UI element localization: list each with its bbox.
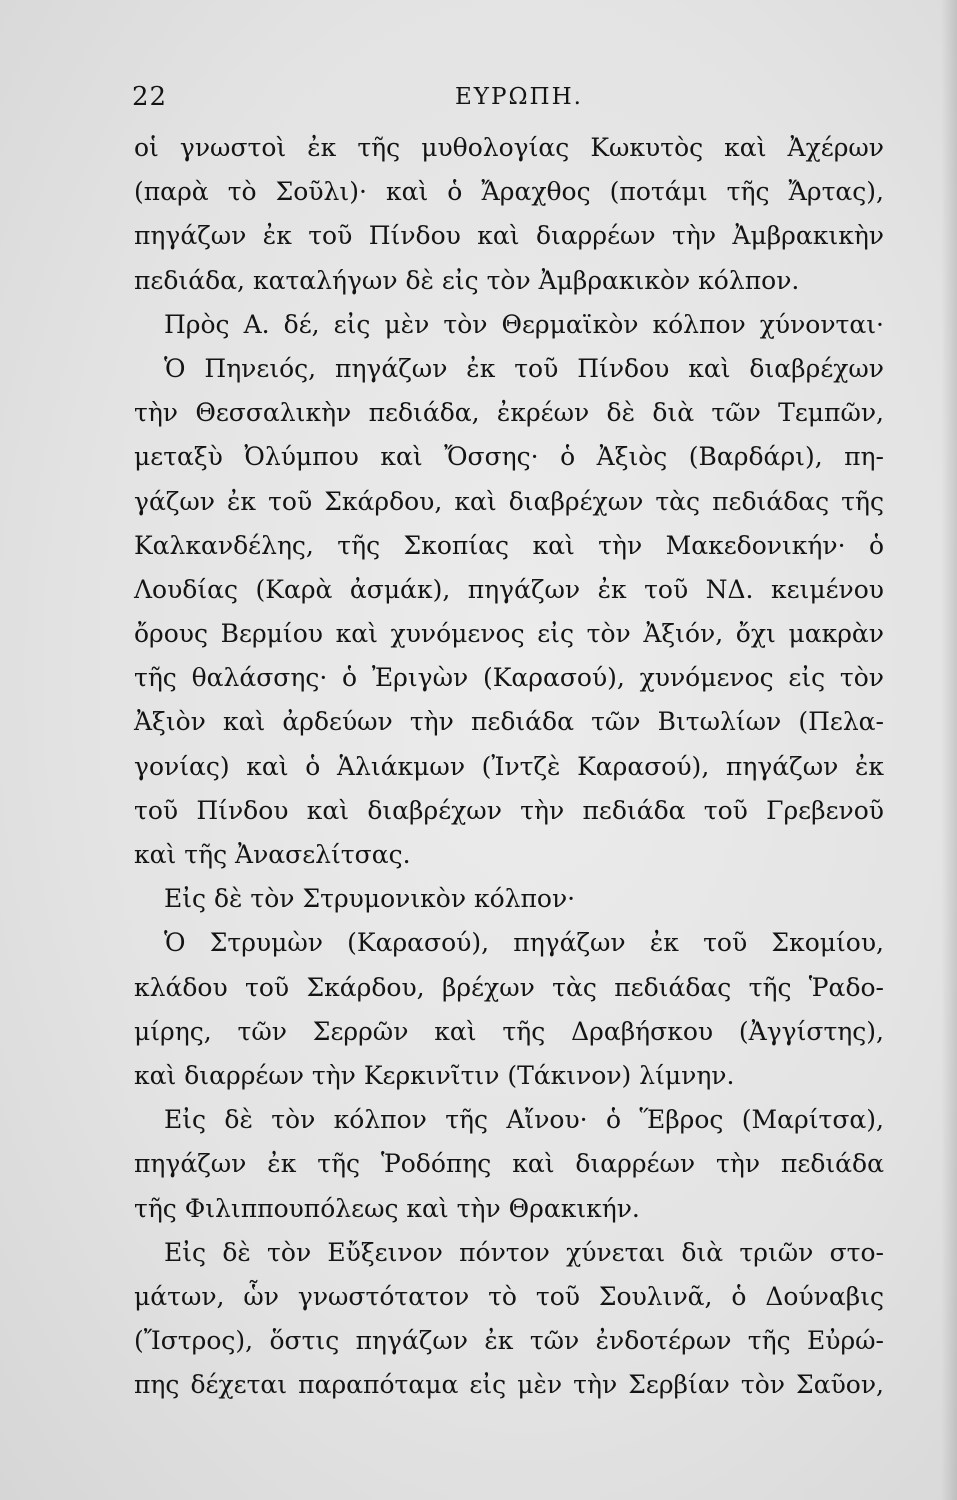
text-line: πηγάζων ἐκ τοῦ Πίνδου καὶ διαρρέων τὴν Ἀμβρακικὴν bbox=[134, 221, 884, 251]
text-line: τῆς Φιλιππουπόλεως καὶ τὴν Θρακικήν. bbox=[134, 1193, 640, 1223]
text-line: (παρὰ τὸ Σοῦλι)· καὶ ὁ Ἄραχθος (ποτάμι τῆς Ἄρτας), bbox=[134, 177, 884, 207]
text-line: γάζων ἐκ τοῦ Σκάρδου, καὶ διαβρέχων τὰς πεδιάδας τῆς bbox=[134, 486, 884, 516]
text-line: κλάδου τοῦ Σκάρδου, βρέχων τὰς πεδιάδας τῆς Ῥαδο- bbox=[134, 972, 884, 1002]
text-line: Πρὸς Α. δέ, εἰς μὲν τὸν Θερμαϊκὸν κόλπον χύνονται· bbox=[164, 309, 884, 339]
text-line: Καλκανδέλης, τῆς Σκοπίας καὶ τὴν Μακεδονικήν· ὁ bbox=[134, 530, 884, 560]
text-line: τὴν Θεσσαλικὴν πεδιάδα, ἐκρέων δὲ διὰ τῶν Τεμπῶν, bbox=[134, 398, 884, 428]
text-line: μάτων, ὧν γνωστότατον τὸ τοῦ Σουλινᾶ, ὁ Δούναβις bbox=[134, 1281, 884, 1311]
text-line: μεταξὺ Ὀλύμπου καὶ Ὄσσης· ὁ Ἀξιὸς (Βαρδάρι), πη- bbox=[134, 442, 884, 472]
text-line: γονίας) καὶ ὁ Ἁλιάκμων (Ἰντζὲ Καρασού), πηγάζων ἐκ bbox=[134, 751, 884, 781]
text-line: οἱ γνωστοὶ ἐκ τῆς μυθολογίας Κωκυτὸς καὶ Ἀχέρων bbox=[134, 133, 884, 162]
text-line: καὶ τῆς Ἀνασελίτσας. bbox=[134, 840, 411, 869]
text-line: Εἰς δὲ τὸν Στρυμονικὸν κόλπον· bbox=[164, 884, 576, 914]
text-line: Εἰς δὲ τὸν Εὔξεινον πόντον χύνεται διὰ τριῶν στο- bbox=[164, 1237, 884, 1267]
text-line: πεδιάδα, καταλήγων δὲ εἰς τὸν Ἀμβρακικὸν κόλπον. bbox=[134, 265, 800, 295]
text-line: Ὁ Πηνειός, πηγάζων ἐκ τοῦ Πίνδου καὶ διαβρέχων bbox=[164, 353, 884, 383]
page-edge-shadow bbox=[941, 0, 957, 1500]
text-line: τοῦ Πίνδου καὶ διαβρέχων τὴν πεδιάδα τοῦ Γρεβενοῦ bbox=[134, 795, 884, 825]
text-line: ὄρους Βερμίου καὶ χυνόμενος εἰς τὸν Ἀξιόν, ὄχι μακρὰν bbox=[134, 619, 884, 649]
running-head: ΕΥΡΩΠΗ. bbox=[455, 84, 583, 110]
text-line: Ἀξιὸν καὶ ἀρδεύων τὴν πεδιάδα τῶν Βιτωλίων (Πελα- bbox=[134, 707, 884, 737]
body-text bbox=[134, 126, 884, 1407]
text-line: (Ἴστρος), ὅστις πηγάζων ἐκ τῶν ἐνδοτέρων τῆς Εὐρώ- bbox=[134, 1326, 884, 1356]
text-line: καὶ διαρρέων τὴν Κερκινῖτιν (Τάκινον) λίμνην. bbox=[134, 1060, 735, 1090]
page-number: 22 bbox=[132, 82, 168, 112]
text-line: Εἰς δὲ τὸν κόλπον τῆς Αἴνου· ὁ Ἕβρος (Μαρίτσα), bbox=[164, 1105, 884, 1135]
text-line: Λουδίας (Καρὰ ἀσμάκ), πηγάζων ἐκ τοῦ ΝΔ. κειμένου bbox=[134, 574, 884, 604]
text-line: πης δέχεται παραπόταμα εἰς μὲν τὴν Σερβίαν τὸν Σαῦον, bbox=[134, 1370, 884, 1400]
text-line: πηγάζων ἐκ τῆς Ῥοδόπης καὶ διαρρέων τὴν πεδιάδα bbox=[134, 1149, 884, 1179]
text-line: μίρης, τῶν Σερρῶν καὶ τῆς Δραβήσκου (Ἀγγίστης), bbox=[134, 1016, 884, 1046]
text-line: τῆς θαλάσσης· ὁ Ἐριγὼν (Καρασού), χυνόμενος εἰς τὸν bbox=[134, 663, 884, 693]
text-line: Ὁ Στρυμὼν (Καρασού), πηγάζων ἐκ τοῦ Σκομίου, bbox=[164, 928, 884, 958]
page-header bbox=[132, 78, 884, 118]
